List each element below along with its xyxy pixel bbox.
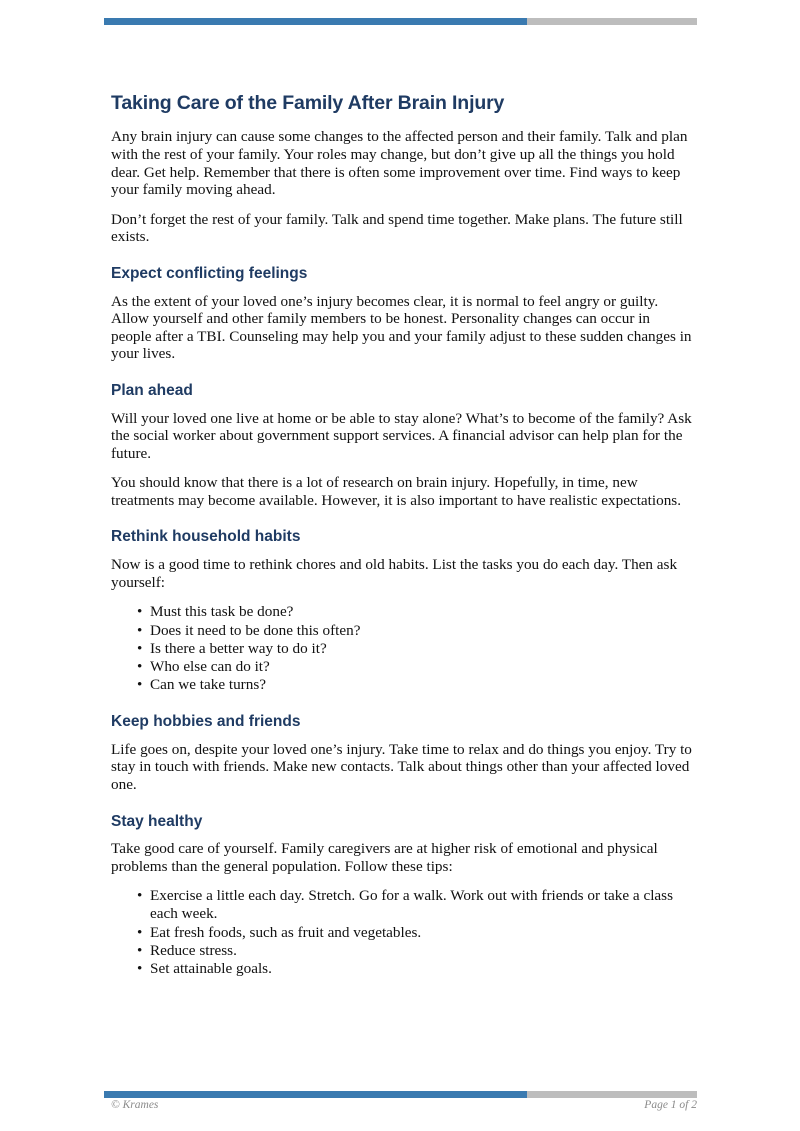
bullet-item-label: Eat fresh foods, such as fruit and vegetables. xyxy=(150,923,422,941)
footer-rule xyxy=(104,1091,697,1098)
header-rule-gray-segment xyxy=(527,18,697,25)
bullet-dot-icon: • xyxy=(137,923,143,941)
document-section xyxy=(111,713,692,793)
bullet-item-label: Can we take turns? xyxy=(150,676,266,694)
document-content xyxy=(111,92,692,978)
bullet-list-item xyxy=(111,887,692,923)
bullet-list-item xyxy=(111,676,692,694)
bullet-item-label: Exercise a little each day. Stretch. Go for a walk. Work out with friends or take a class each week. xyxy=(150,887,673,923)
bullet-dot-icon: • xyxy=(137,676,143,694)
bullet-list-item xyxy=(111,640,692,658)
section-heading: Plan ahead xyxy=(111,381,193,399)
footer-rule-gray-segment xyxy=(527,1091,697,1098)
section-heading: Keep hobbies and friends xyxy=(111,713,301,731)
page-number-text: Page 1 of 2 xyxy=(644,1099,697,1111)
intro-block xyxy=(111,128,692,246)
bullet-dot-icon: • xyxy=(137,639,143,657)
bullet-list-item xyxy=(111,924,692,942)
bullet-dot-icon: • xyxy=(137,941,143,959)
section-heading: Stay healthy xyxy=(111,812,203,830)
bullet-dot-icon: • xyxy=(137,603,143,621)
bullet-item-label: Is there a better way to do it? xyxy=(150,639,327,657)
copyright-text: © Krames xyxy=(111,1099,159,1111)
sections-block xyxy=(111,265,692,978)
bullet-item-label: Set attainable goals. xyxy=(150,960,272,978)
bullet-list-item xyxy=(111,942,692,960)
bullet-list-item xyxy=(111,960,692,978)
intro-paragraph: Any brain injury can cause some changes to the affected person and their family. Talk and plan with the rest of your family. Your roles may change, but don’t give up all the things you hold dear. Get help. Remember that there is often some improvement over time. Find ways to keep your family moving ahead. xyxy=(111,128,688,199)
document-section xyxy=(111,382,692,510)
bullet-list-item xyxy=(111,658,692,676)
bullet-item-label: Who else can do it? xyxy=(150,658,270,676)
footer-rule-blue-segment xyxy=(104,1091,527,1098)
document-section xyxy=(111,528,692,694)
header-rule-blue-segment xyxy=(104,18,527,25)
section-paragraph: You should know that there is a lot of research on brain injury. Hopefully, in time, new treatments may become available. However, it is also important to have realistic expectations. xyxy=(111,474,681,509)
section-heading: Expect conflicting feelings xyxy=(111,264,308,282)
bullet-item-label: Must this task be done? xyxy=(150,603,294,621)
section-paragraph: Will your loved one live at home or be able to stay alone? What’s to become of the family? Ask the social worker about government support services. A financial advisor can help plan for the future. xyxy=(111,409,692,462)
bullet-dot-icon: • xyxy=(137,960,143,978)
section-paragraph: Now is a good time to rethink chores and old habits. List the tasks you do each day. Then ask yourself: xyxy=(111,556,678,591)
page-footer xyxy=(111,1099,697,1111)
section-paragraph: Life goes on, despite your loved one’s injury. Take time to relax and do things you enjoy. Try to stay in touch with friends. Make new contacts. Talk about things other than your affected loved one. xyxy=(111,740,692,794)
bullet-list xyxy=(111,603,692,694)
bullet-dot-icon: • xyxy=(137,658,143,676)
bullet-item-label: Does it need to be done this often? xyxy=(150,621,361,639)
document-section xyxy=(111,813,692,978)
section-paragraph: As the extent of your loved one’s injury becomes clear, it is normal to feel angry or guilty. Allow yourself and other family members to be honest. Personality changes can occur in people after a TBI. Counseling may help you and your family adjust to these sudden changes in your lives. xyxy=(111,292,692,363)
section-heading: Rethink household habits xyxy=(111,528,301,546)
section-paragraph: Take good care of yourself. Family caregivers are at higher risk of emotional and physical problems than the general population. Follow these tips: xyxy=(111,840,658,875)
bullet-dot-icon: • xyxy=(137,887,143,905)
page-title: Taking Care of the Family After Brain Injury xyxy=(111,92,505,114)
intro-paragraph: Don’t forget the rest of your family. Talk and spend time together. Make plans. The future still exists. xyxy=(111,210,683,246)
header-rule xyxy=(104,18,697,25)
bullet-list xyxy=(111,887,692,977)
bullet-item-label: Reduce stress. xyxy=(150,941,237,959)
bullet-list-item xyxy=(111,603,692,621)
bullet-dot-icon: • xyxy=(137,621,143,639)
bullet-list-item xyxy=(111,622,692,640)
document-section xyxy=(111,265,692,363)
